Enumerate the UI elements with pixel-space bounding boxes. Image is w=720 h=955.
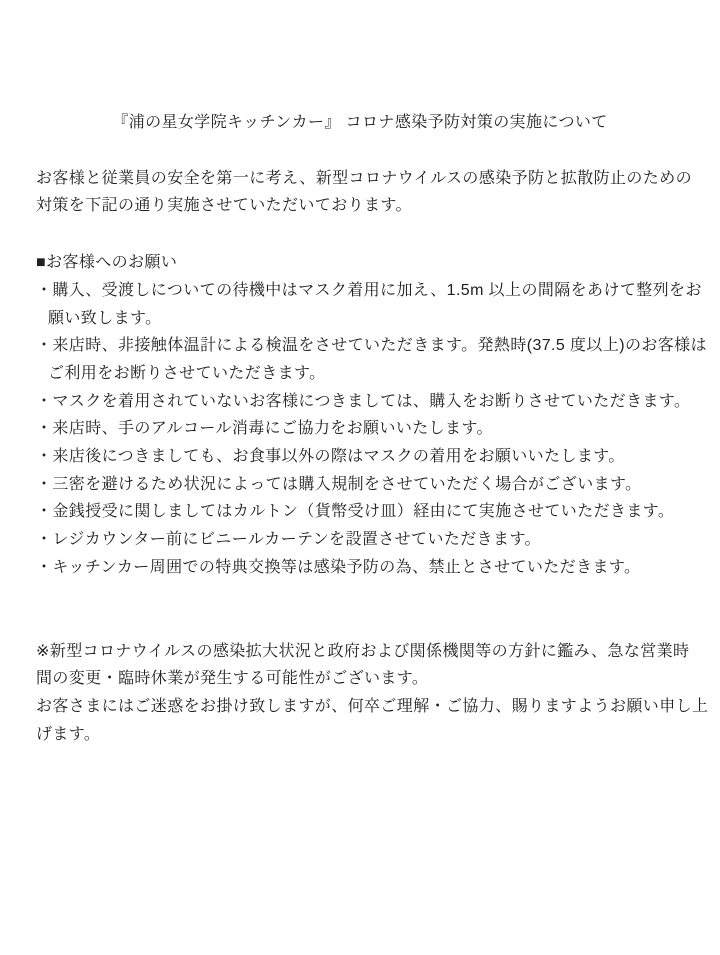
text-line: ・三密を避けるため状況によっては購入規制をさせていただく場合がございます。 <box>36 475 642 493</box>
text-line: ・来店時、手のアルコール消毒にご協力をお願いいたします。 <box>36 420 493 438</box>
text-line: 願い致します。 <box>48 309 162 327</box>
text-line: お客様と従業員の安全を第一に考え、新型コロナウイルスの感染予防と拡散防止のための <box>36 169 693 187</box>
text-line: ※新型コロナウイルスの感染拡大状況と政府および関係機関等の方針に鑑み、急な営業時 <box>36 642 690 660</box>
document-title: 『浦の星女学院キッチンカー』 コロナ感染予防対策の実施について <box>112 114 608 131</box>
text-line: 間の変更・臨時休業が発生する可能性がございます。 <box>36 670 429 688</box>
bullet-item <box>36 332 707 387</box>
text-line: ・金銭授受に関しましてはカルトン（貨幣受け皿）経由にて実施させていただきます。 <box>36 503 675 521</box>
text-line: ・来店後につきましても、お食事以外の際はマスクの着用をお願いいたします。 <box>36 448 625 466</box>
bullet-item <box>36 415 698 443</box>
bullet-item <box>36 443 698 471</box>
notes-paragraph <box>36 638 709 749</box>
text-line: ・来店時、非接触体温計による検温をさせていただきます。発熱時(37.5 度以上)のお客様は <box>36 337 707 355</box>
bullet-item <box>36 471 698 499</box>
intro-paragraph <box>36 165 698 220</box>
text-line: お客さまにはご迷惑をお掛け致しますが、何卒ご理解・ご協力、賜りますようお願い申し上 <box>36 697 709 715</box>
text-line: 対策を下記の通り実施させていただいております。 <box>36 197 412 215</box>
bullet-item <box>36 277 702 332</box>
text-line: ・レジカウンター前にビニールカーテンを設置させていただきます。 <box>36 531 541 549</box>
request-bullet-list <box>36 277 707 582</box>
section-heading: ■お客様へのお願い <box>36 254 178 272</box>
bullet-item <box>36 388 698 416</box>
bullet-item <box>36 498 698 526</box>
document-page <box>0 109 720 955</box>
bullet-item <box>36 554 698 582</box>
bullet-item <box>36 526 698 554</box>
text-line: ・マスクを着用されていないお客様につきましては、購入をお断りさせていただきます。 <box>36 392 691 410</box>
customer-requests-section <box>36 249 707 581</box>
text-line: ・キッチンカー周囲での特典交換等は感染予防の為、禁止とさせていただきます。 <box>36 558 641 576</box>
text-line: ご利用をお断りさせていただきます。 <box>48 364 326 382</box>
text-line: ・購入、受渡しについての待機中はマスク着用に加え、1.5m 以上の間隔をあけて整列をお <box>36 281 702 299</box>
text-line: げます。 <box>36 725 101 743</box>
